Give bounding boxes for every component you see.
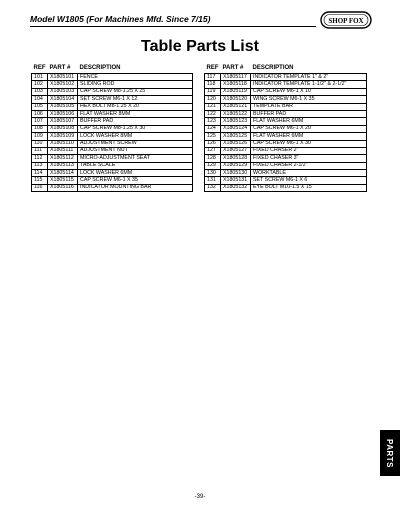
table-row	[205, 133, 367, 140]
table-row	[205, 88, 367, 95]
description-cell: CAP SCREW M6-1 X 35	[78, 177, 193, 184]
description-cell: CAP SCREW M6-1 X 10	[251, 88, 367, 95]
description-cell: ADJUSTMENT SCREW	[78, 140, 193, 147]
table-header-row	[32, 64, 193, 74]
description-cell: TABLE SCALE	[78, 162, 193, 169]
table-row	[32, 147, 193, 154]
ref-cell: 115	[32, 177, 48, 184]
ref-cell: 132	[205, 184, 221, 191]
description-cell: CAP SCREW M6-1 X 20	[251, 125, 367, 132]
part-number-cell: X1805102	[48, 81, 78, 88]
ref-cell: 125	[205, 133, 221, 140]
part-number-cell: X1805104	[48, 96, 78, 103]
part-number-cell: X1805124	[221, 125, 251, 132]
table-row	[32, 110, 193, 117]
description-cell: FENCE	[78, 74, 193, 81]
ref-cell: 106	[32, 110, 48, 117]
ref-cell: 116	[32, 184, 48, 191]
header-rule	[30, 26, 316, 27]
ref-cell: 105	[32, 103, 48, 110]
ref-header: REF	[206, 65, 219, 71]
table-row	[32, 125, 193, 132]
part-number-cell: X1805118	[221, 81, 251, 88]
table-header-row	[205, 64, 367, 74]
table-row	[32, 140, 193, 147]
table-row	[205, 110, 367, 117]
model-title: Model W1805 (For Machines Mfd. Since 7/15)	[30, 14, 211, 24]
ref-cell: 114	[32, 170, 48, 177]
table-row	[205, 177, 367, 184]
description-cell: SET SCREW M6-1 X 12	[78, 96, 193, 103]
table-row	[32, 74, 193, 81]
description-cell: HEX BOLT M8-1.25 X 20	[78, 103, 193, 110]
part-header: PART #	[222, 65, 244, 71]
description-header: DESCRIPTION	[79, 65, 121, 71]
description-cell: INDICATOR MOUNTING BAR	[78, 184, 193, 191]
parts-table-left-body	[32, 74, 193, 192]
description-cell: INDICATOR TEMPLATE 1-1/2" & 2-1/2"	[251, 81, 367, 88]
part-number-cell: X1805127	[221, 147, 251, 154]
table-row	[205, 103, 367, 110]
part-number-cell: X1805101	[48, 74, 78, 81]
ref-cell: 101	[32, 74, 48, 81]
description-cell: FIXED CHASER 2"	[251, 147, 367, 154]
table-row	[205, 162, 367, 169]
parts-table-right	[204, 64, 367, 192]
part-number-cell: X1805120	[221, 96, 251, 103]
part-number-cell: X1805115	[48, 177, 78, 184]
table-row	[32, 96, 193, 103]
description-header: DESCRIPTION	[252, 65, 294, 71]
table-row	[205, 155, 367, 162]
part-number-cell: X1805111	[48, 147, 78, 154]
description-cell: ADJUSTMENT NUT	[78, 147, 193, 154]
description-cell: EYE BOLT M10-1.5 X 15	[251, 184, 367, 191]
part-number-cell: X1805126	[221, 140, 251, 147]
table-row	[32, 162, 193, 169]
table-row	[32, 170, 193, 177]
ref-cell: 118	[205, 81, 221, 88]
table-row	[32, 103, 193, 110]
ref-cell: 108	[32, 125, 48, 132]
ref-cell: 119	[205, 88, 221, 95]
description-cell: SLIDING ROD	[78, 81, 193, 88]
table-row	[32, 177, 193, 184]
part-number-cell: X1805116	[48, 184, 78, 191]
part-number-cell: X1805119	[221, 88, 251, 95]
part-number-cell: X1805129	[221, 162, 251, 169]
table-row	[32, 184, 193, 191]
table-row	[205, 184, 367, 191]
description-cell: WORKTABLE	[251, 170, 367, 177]
description-cell: FLAT WASHER 6MM	[251, 118, 367, 125]
part-number-cell: X1805130	[221, 170, 251, 177]
part-number-cell: X1805121	[221, 103, 251, 110]
description-cell: FIXED CHASER 3"	[251, 155, 367, 162]
shop-fox-logo	[320, 10, 372, 30]
parts-table-left	[31, 64, 193, 192]
table-row	[205, 81, 367, 88]
ref-cell: 128	[205, 155, 221, 162]
ref-cell: 111	[32, 147, 48, 154]
description-cell: FIXED CHASER 2-1/2"	[251, 162, 367, 169]
ref-cell: 102	[32, 81, 48, 88]
ref-cell: 107	[32, 118, 48, 125]
ref-header: REF	[33, 65, 46, 71]
page-number: -39-	[194, 494, 206, 500]
page-header	[30, 8, 372, 32]
ref-cell: 112	[32, 155, 48, 162]
table-row	[32, 118, 193, 125]
description-cell: LOCK WASHER 6MM	[78, 170, 193, 177]
table-row	[205, 147, 367, 154]
description-cell: BUFFER PAD	[251, 110, 367, 117]
parts-tab-label: PARTS	[385, 438, 395, 468]
ref-cell: 103	[32, 88, 48, 95]
ref-cell: 113	[32, 162, 48, 169]
part-number-cell: X1805110	[48, 140, 78, 147]
ref-cell: 122	[205, 110, 221, 117]
description-cell: FLAT WASHER 6MM	[251, 133, 367, 140]
part-number-cell: X1805112	[48, 155, 78, 162]
part-number-cell: X1805122	[221, 110, 251, 117]
part-number-cell: X1805117	[221, 74, 251, 81]
part-number-cell: X1805107	[48, 118, 78, 125]
logo-text: SHOP FOX	[328, 16, 364, 25]
ref-cell: 131	[205, 177, 221, 184]
ref-cell: 110	[32, 140, 48, 147]
part-number-cell: X1805113	[48, 162, 78, 169]
description-cell: BUFFER PAD	[78, 118, 193, 125]
table-row	[205, 118, 367, 125]
description-cell: INDICATOR TEMPLATE 1" & 2"	[251, 74, 367, 81]
table-row	[32, 81, 193, 88]
ref-cell: 121	[205, 103, 221, 110]
ref-cell: 124	[205, 125, 221, 132]
part-number-cell: X1805103	[48, 88, 78, 95]
ref-cell: 127	[205, 147, 221, 154]
description-cell: LOCK WASHER 8MM	[78, 133, 193, 140]
table-row	[205, 125, 367, 132]
parts-table-right-body	[205, 74, 367, 192]
table-row	[32, 88, 193, 95]
ref-cell: 109	[32, 133, 48, 140]
part-number-cell: X1805109	[48, 133, 78, 140]
ref-cell: 129	[205, 162, 221, 169]
table-row	[205, 170, 367, 177]
description-cell: CAP SCREW M8-1.25 X 25	[78, 88, 193, 95]
description-cell: CAP SCREW M6-1 X 30	[251, 140, 367, 147]
part-number-cell: X1805131	[221, 177, 251, 184]
ref-cell: 126	[205, 140, 221, 147]
description-cell: TEMPLATE BAR	[251, 103, 367, 110]
ref-cell: 117	[205, 74, 221, 81]
ref-cell: 104	[32, 96, 48, 103]
ref-cell: 123	[205, 118, 221, 125]
description-cell: SET SCREW M6-1 X 6	[251, 177, 367, 184]
part-number-cell: X1805123	[221, 118, 251, 125]
part-number-cell: X1805106	[48, 110, 78, 117]
description-cell: FLAT WASHER 8MM	[78, 110, 193, 117]
description-cell: CAP SCREW M8-1.25 X 30	[78, 125, 193, 132]
ref-cell: 130	[205, 170, 221, 177]
part-number-cell: X1805105	[48, 103, 78, 110]
parts-section-tab	[380, 430, 400, 476]
part-number-cell: X1805132	[221, 184, 251, 191]
description-cell: WING SCREW M6-1 X 35	[251, 96, 367, 103]
part-number-cell: X1805128	[221, 155, 251, 162]
ref-cell: 120	[205, 96, 221, 103]
table-row	[205, 96, 367, 103]
table-row	[205, 140, 367, 147]
part-number-cell: X1805114	[48, 170, 78, 177]
part-header: PART #	[49, 65, 71, 71]
table-row	[32, 155, 193, 162]
page-title: Table Parts List	[141, 38, 259, 55]
part-number-cell: X1805125	[221, 133, 251, 140]
table-row	[32, 133, 193, 140]
table-row	[205, 74, 367, 81]
part-number-cell: X1805108	[48, 125, 78, 132]
description-cell: MICRO-ADJUSTMENT SEAT	[78, 155, 193, 162]
